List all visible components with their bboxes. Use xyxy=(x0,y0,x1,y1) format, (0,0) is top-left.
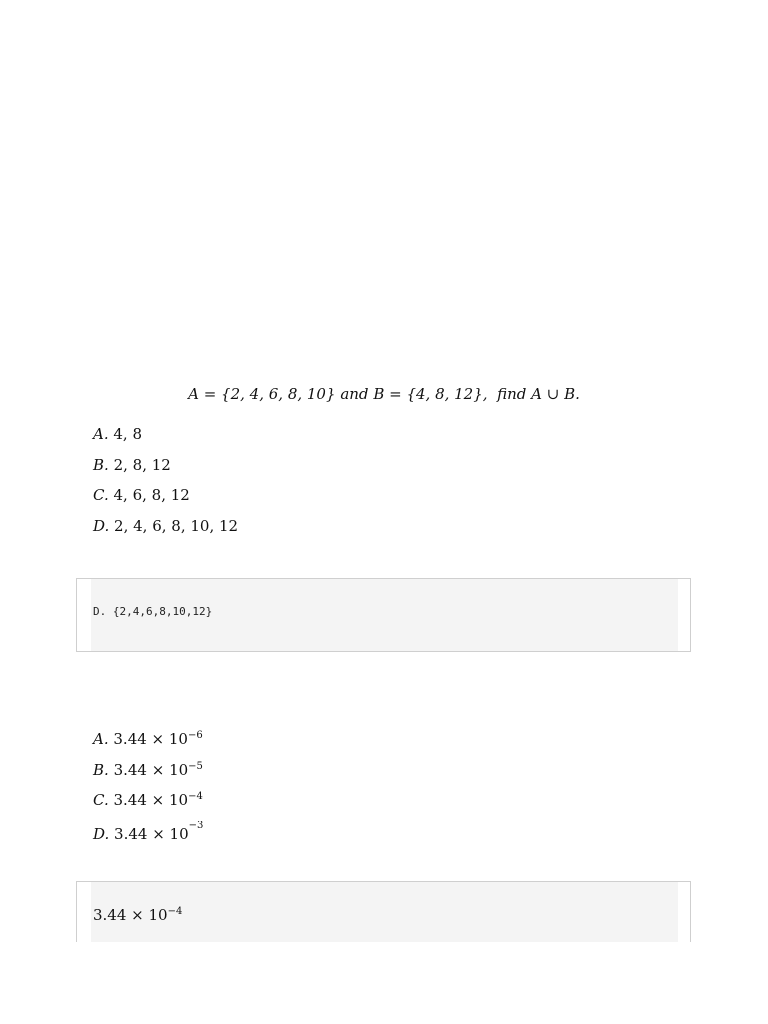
option-exponent: −5 xyxy=(188,760,203,772)
option-letter: B. xyxy=(93,455,109,474)
answer-1-text: D. {2,4,6,8,10,12} xyxy=(93,605,213,618)
answer-box-2 xyxy=(76,881,691,942)
option-letter: C. xyxy=(93,486,109,504)
answer-2-text xyxy=(91,882,678,924)
answer-box-1-inner xyxy=(91,579,678,651)
option-letter: B. xyxy=(93,760,109,779)
option-d[interactable] xyxy=(93,821,203,852)
option-base: 3.44 × 10 xyxy=(114,824,189,843)
option-exponent: −3 xyxy=(188,820,204,830)
option-letter: D. xyxy=(93,516,110,535)
option-base: 3.44 × 10 xyxy=(113,791,189,809)
option-a[interactable] xyxy=(93,729,203,760)
answer-exponent: −4 xyxy=(167,906,183,917)
option-c[interactable] xyxy=(93,485,245,516)
option-text: 4, 8 xyxy=(113,425,143,443)
option-d[interactable] xyxy=(93,516,245,547)
union-expression: A ∪ B. xyxy=(531,385,580,403)
answer-box-1 xyxy=(76,578,691,652)
option-letter: C. xyxy=(93,791,109,809)
question-2-options xyxy=(93,729,203,851)
option-text: 4, 6, 8, 12 xyxy=(113,486,190,504)
question-1-statement xyxy=(0,385,768,403)
option-letter: D. xyxy=(93,824,110,843)
set-b-definition: B = {4, 8, 12}, xyxy=(373,385,488,403)
answer-base: 3.44 × 10 xyxy=(93,906,168,924)
option-b[interactable] xyxy=(93,760,203,791)
option-exponent: −6 xyxy=(187,730,203,741)
option-text: 2, 8, 12 xyxy=(113,455,171,474)
option-letter: A. xyxy=(93,730,109,748)
find-word: find xyxy=(497,385,527,403)
option-base: 3.44 × 10 xyxy=(113,730,188,748)
question-1-options xyxy=(93,424,245,546)
set-a-definition: A = {2, 4, 6, 8, 10} xyxy=(188,385,336,403)
option-a[interactable] xyxy=(93,424,245,455)
option-c[interactable] xyxy=(93,790,203,821)
option-base: 3.44 × 10 xyxy=(113,760,189,779)
option-b[interactable] xyxy=(93,455,245,486)
answer-box-2-inner xyxy=(91,882,678,942)
option-letter: A. xyxy=(93,425,109,443)
option-text: 2, 4, 6, 8, 10, 12 xyxy=(114,516,239,535)
option-exponent: −4 xyxy=(188,791,203,802)
and-word: and xyxy=(340,385,369,403)
